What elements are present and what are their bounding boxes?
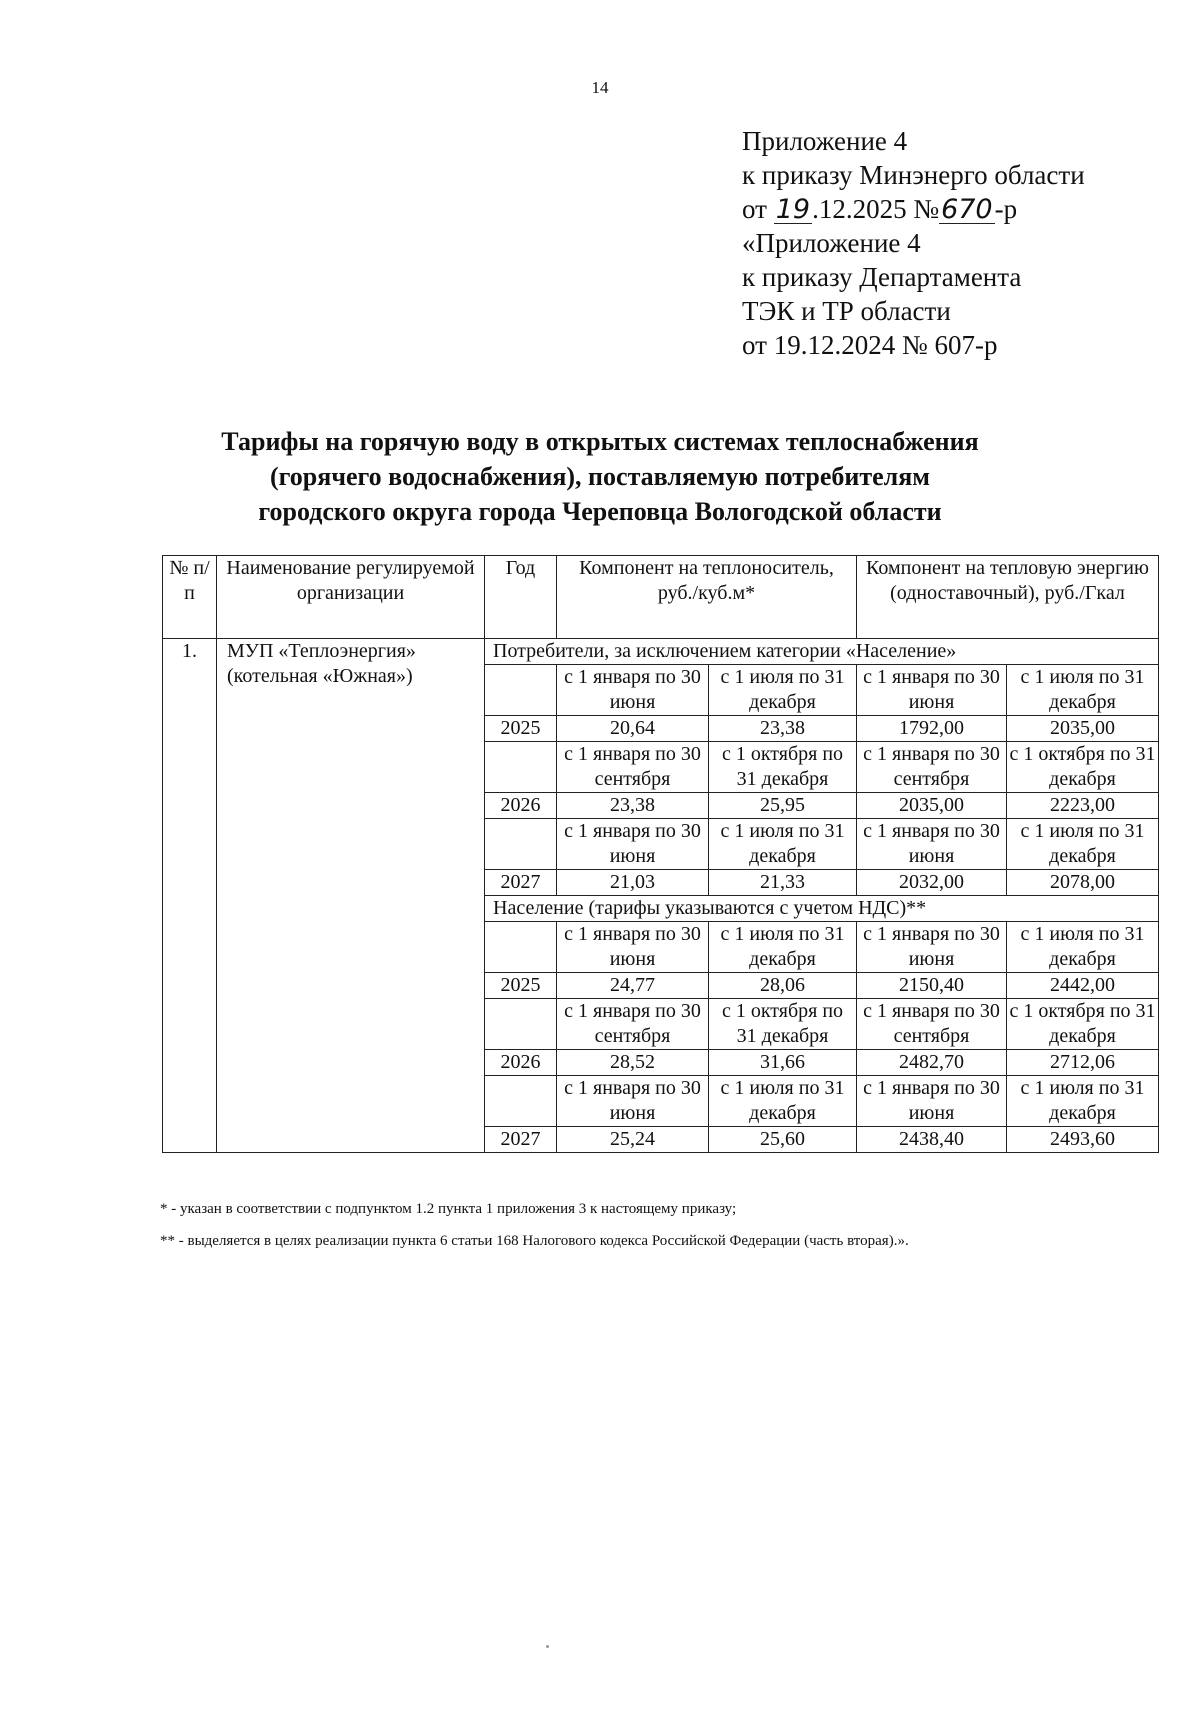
year-cell: 2026 (485, 1050, 557, 1076)
footnote-1: * - указан в соответствии с подпунктом 1.2 пункта 1 приложения 3 к настоящему приказу; (160, 1201, 737, 1217)
period-cell: с 1 января по 30 июня (857, 922, 1007, 973)
period-cell: с 1 января по 30 июня (857, 665, 1007, 716)
value-cell: 23,38 (557, 793, 709, 819)
period-cell: с 1 января по 30 июня (857, 1076, 1007, 1127)
period-cell: с 1 октября по 31 декабря (1007, 999, 1159, 1050)
appendix-line: к приказу Минэнерго области (742, 160, 1085, 190)
value-cell: 2150,40 (857, 973, 1007, 999)
document-title (0, 424, 1200, 529)
period-cell: с 1 июля по 31 декабря (709, 1076, 857, 1127)
period-cell: с 1 января по 30 сентября (557, 999, 709, 1050)
period-cell: с 1 июля по 31 декабря (709, 922, 857, 973)
header-coolant: Компонент на теплоноситель, руб./куб.м* (557, 556, 857, 639)
header-num: № п/п (163, 556, 217, 639)
section-title: Потребители, за исключением категории «Население» (485, 639, 1159, 665)
handwritten-order-number: 670 (941, 194, 993, 225)
appendix-block (742, 124, 1085, 362)
value-cell: 25,24 (557, 1127, 709, 1153)
footnotes (160, 1198, 1170, 1262)
period-cell: с 1 января по 30 июня (557, 1076, 709, 1127)
year-cell: 2027 (485, 870, 557, 896)
value-cell: 21,33 (709, 870, 857, 896)
period-cell: с 1 января по 30 сентября (857, 999, 1007, 1050)
value-cell: 1792,00 (857, 716, 1007, 742)
header-row (163, 556, 1159, 639)
tariff-table (162, 555, 1159, 1153)
period-cell: с 1 января по 30 июня (557, 922, 709, 973)
period-cell: с 1 октября по 31 декабря (1007, 742, 1159, 793)
period-cell: с 1 января по 30 июня (557, 819, 709, 870)
period-year-blank (485, 999, 557, 1050)
period-cell: с 1 июля по 31 декабря (1007, 922, 1159, 973)
year-cell: 2025 (485, 973, 557, 999)
title-line: Тарифы на горячую воду в открытых системах теплоснабжения (221, 427, 979, 456)
footnote-2: ** - выделяется в целях реализации пункта 6 статьи 168 Налогового кодекса Российской Федерации (часть вторая).». (160, 1233, 909, 1249)
value-cell: 24,77 (557, 973, 709, 999)
appendix-date-suffix: -р (994, 194, 1018, 224)
value-cell: 2438,40 (857, 1127, 1007, 1153)
period-cell: с 1 января по 30 сентября (857, 742, 1007, 793)
header-year: Год (485, 556, 557, 639)
handwritten-day: 19 (775, 194, 811, 225)
value-cell: 2482,70 (857, 1050, 1007, 1076)
appendix-line: «Приложение 4 (742, 228, 921, 258)
section-title: Население (тарифы указываются с учетом НДС)** (485, 896, 1159, 922)
appendix-line: Приложение 4 (742, 126, 908, 156)
period-cell: с 1 июля по 31 декабря (1007, 819, 1159, 870)
header-org: Наименование регулируемой организации (217, 556, 485, 639)
appendix-line: ТЭК и ТР области (742, 296, 951, 326)
appendix-date-prefix: от (742, 194, 767, 224)
page-number: 14 (591, 78, 609, 97)
period-cell: с 1 января по 30 июня (557, 665, 709, 716)
value-cell: 28,06 (709, 973, 857, 999)
title-line: (горячего водоснабжения), поставляемую потребителям (269, 462, 931, 491)
period-year-blank (485, 665, 557, 716)
value-cell: 2493,60 (1007, 1127, 1159, 1153)
period-cell: с 1 октября по 31 декабря (709, 999, 857, 1050)
value-cell: 2442,00 (1007, 973, 1159, 999)
value-cell: 21,03 (557, 870, 709, 896)
period-year-blank (485, 742, 557, 793)
value-cell: 28,52 (557, 1050, 709, 1076)
appendix-date-mid: .12.2025 № (812, 194, 940, 224)
year-cell: 2025 (485, 716, 557, 742)
value-cell: 2223,00 (1007, 793, 1159, 819)
appendix-line: от 19.12.2024 № 607-р (742, 330, 998, 360)
value-cell: 31,66 (709, 1050, 857, 1076)
period-cell: с 1 июля по 31 декабря (1007, 1076, 1159, 1127)
period-cell: с 1 июля по 31 декабря (709, 819, 857, 870)
period-year-blank (485, 922, 557, 973)
value-cell: 2032,00 (857, 870, 1007, 896)
title-line: городского округа города Череповца Вологодской области (258, 497, 942, 526)
appendix-date-line (742, 192, 1085, 226)
scan-speck (546, 1645, 549, 1648)
period-cell: с 1 января по 30 июня (857, 819, 1007, 870)
value-cell: 25,95 (709, 793, 857, 819)
value-cell: 2035,00 (1007, 716, 1159, 742)
period-cell: с 1 июля по 31 декабря (709, 665, 857, 716)
appendix-line: к приказу Департамента (742, 262, 1022, 292)
value-cell: 2712,06 (1007, 1050, 1159, 1076)
value-cell: 2035,00 (857, 793, 1007, 819)
period-cell: с 1 января по 30 сентября (557, 742, 709, 793)
header-energy: Компонент на тепловую энергию (одноставочный), руб./Гкал (857, 556, 1159, 639)
value-cell: 20,64 (557, 716, 709, 742)
value-cell: 2078,00 (1007, 870, 1159, 896)
year-cell: 2027 (485, 1127, 557, 1153)
table-row (163, 639, 1159, 665)
year-cell: 2026 (485, 793, 557, 819)
organization-name: МУП «Теплоэнергия» (котельная «Южная») (217, 639, 485, 1153)
period-year-blank (485, 1076, 557, 1127)
value-cell: 23,38 (709, 716, 857, 742)
value-cell: 25,60 (709, 1127, 857, 1153)
period-cell: с 1 октября по 31 декабря (709, 742, 857, 793)
period-year-blank (485, 819, 557, 870)
row-number: 1. (163, 639, 217, 1153)
period-cell: с 1 июля по 31 декабря (1007, 665, 1159, 716)
